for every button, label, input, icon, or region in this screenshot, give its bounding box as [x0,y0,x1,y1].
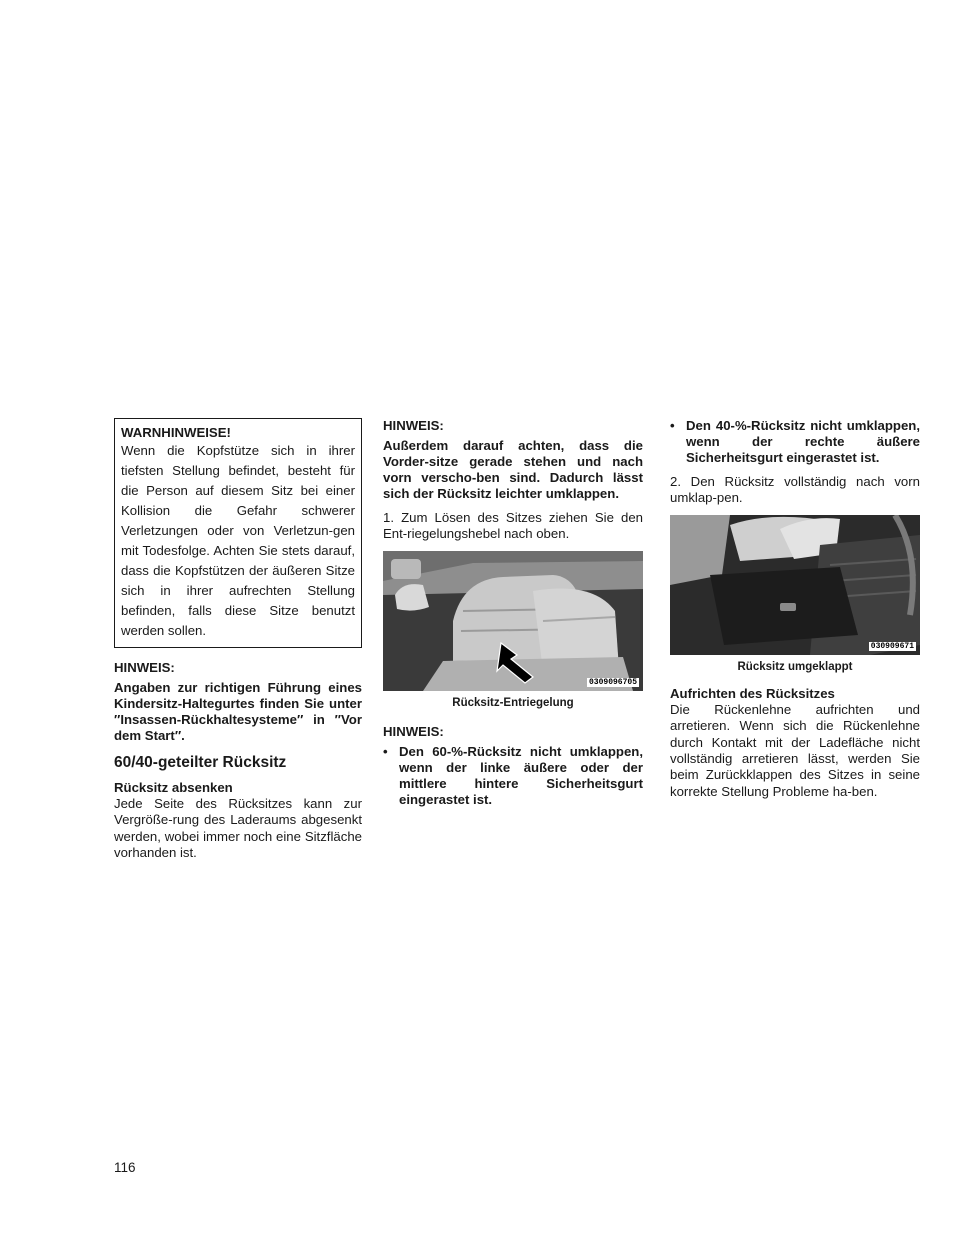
bullet-text: Den 40-%-Rücksitz nicht umklappen, wenn der rechte äußere Sicherheitsgurt eingerastet ist. [686,418,920,465]
bullet-icon: • [670,418,675,433]
subheading-raise-seat: Aufrichten des Rücksitzes [670,685,835,701]
figure-seat-release [383,551,643,691]
column-right [670,418,920,800]
figure-id: 030909671 [870,641,914,651]
warning-text: Wenn die Kopfstütze sich in ihrer tiefsten Stellung befindet, besteht für die Person auf diesem Sitz bei einer Kollision die Gefahr schwerer Verletzungen oder von Verletzun-gen mit Todesfolge. Achten Sie stets darauf, dass die Kopfstützen der äußeren Sitze sich in ihrer aufrechten Stellung befinden, falls diese Sitze benutzt werden sollen. [121,443,355,638]
body-lower-seat: Jede Seite des Rücksitzes kann zur Vergröße-rung des Laderaums abgesenkt werden, wobei immer noch eine Sitzfläche vorhanden ist. [114,796,362,861]
bullet-icon: • [383,743,388,759]
section-title: 60/40-geteilter Rücksitz [114,754,287,771]
seat-release-photo [383,551,643,691]
subheading-lower-seat: Rücksitz absenken [114,780,233,795]
step-1-text: 1. Zum Lösen des Sitzes ziehen Sie den Ent-riegelungshebel nach oben. [383,510,643,542]
figure-seat-folded [670,515,920,655]
note-text: Außerdem darauf achten, dass die Vorder-sitze gerade stehen und nach vorn verscho-ben sind. Dadurch lässt sich der Rücksitz leichter umklappen. [383,438,643,501]
list-item [670,418,920,466]
list-item [383,744,643,808]
column-left [114,418,362,862]
warning-title: WARNHINWEISE! [121,425,231,440]
figure-id: 0309096705 [588,677,637,687]
page-number: 116 [114,1160,136,1175]
bullet-text: Den 60-%-Rücksitz nicht umklappen, wenn der linke äußere oder der mittlere hintere Sicherheitsgurt eingerastet ist. [399,743,643,807]
note-label: HINWEIS: [383,723,444,739]
step-2-text: 2. Den Rücksitz vollständig nach vorn umklap-pen. [670,474,920,506]
column-middle [383,418,643,808]
note-text: Angaben zur richtigen Führung eines Kindersitz-Haltegurtes finden Sie unter ″Insassen-Rückhaltesysteme″ in ″Vor dem Start″. [114,680,362,743]
warning-box [114,418,362,648]
note-label: HINWEIS: [383,418,444,433]
figure-caption: Rücksitz umgeklappt [737,660,853,673]
body-raise-seat: Die Rückenlehne aufrichten und arretieren. Wenn sich die Rückenlehne durch Kontakt mit der Ladefläche nicht vollständig arretieren lässt, werden Sie beim Zurückklappen des Sitzes in seine korrekte Stellung Probleme ha-ben. [670,701,920,799]
seat-folded-photo [670,515,920,655]
figure-caption: Rücksitz-Entriegelung [452,696,574,709]
note-label: HINWEIS: [114,660,175,675]
